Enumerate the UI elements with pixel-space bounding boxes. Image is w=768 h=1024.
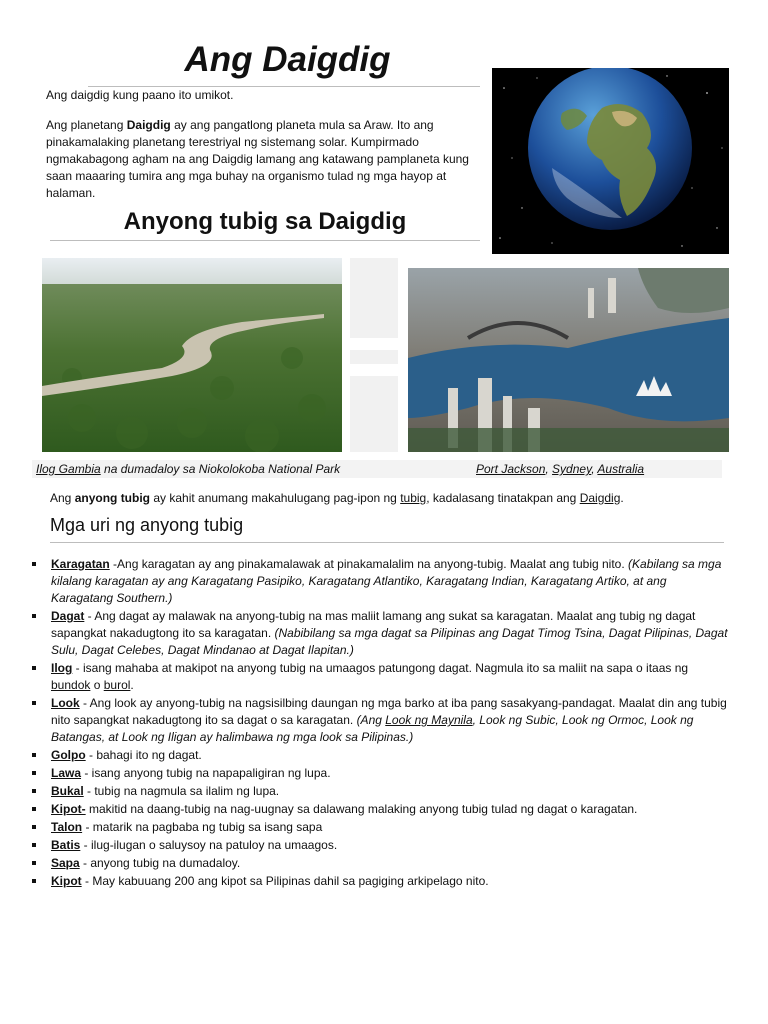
subtitle: Ang daigdig kung paano ito umikot. <box>46 88 234 102</box>
term-desc: - Ang dagat ay malawak na anyong-tubig na mas maliit lamang ang sukat sa karagatan. Maalat ang tubig ng dagat sapangkat nakadugtong ito sa karagatan. <box>51 609 696 640</box>
heading-mga-uri: Mga uri ng anyong tubig <box>50 515 244 535</box>
term-desc: - matarik na pagbaba ng tubig sa isang sapa <box>82 820 323 834</box>
water-types-list <box>32 556 728 891</box>
gray-block <box>350 258 398 338</box>
term-example: , Look ng Subic, Look ng Ormoc, Look ng Batangas, at Look ng Iligan ay halimbawa ng mga look sa Pilipinas.) <box>51 713 694 744</box>
list-item <box>32 765 728 782</box>
term-desc: - ilug-ilugan o saluysoy na patuloy na umaagos. <box>80 838 338 852</box>
list-item <box>32 783 728 800</box>
term-sapa[interactable]: Sapa <box>51 856 80 870</box>
term-desc: - bahagi ito ng dagat. <box>85 748 202 762</box>
gambia-river-image <box>42 258 342 452</box>
term-talon[interactable]: Talon <box>51 820 83 834</box>
list-item <box>32 837 728 854</box>
link-ilog-gambia[interactable]: Ilog Gambia <box>36 462 101 476</box>
section-divider <box>50 542 724 543</box>
list-item <box>32 873 728 890</box>
link-australia[interactable]: Australia <box>597 462 645 476</box>
list-item <box>32 695 728 746</box>
def-bold-anyong-tubig: anyong tubig <box>74 491 151 505</box>
link-port-jackson[interactable]: Port Jackson <box>476 462 546 476</box>
intro-text-1: Ang planetang <box>46 118 127 132</box>
caption-separator: , <box>591 462 598 476</box>
list-item <box>32 556 728 607</box>
caption-separator: , <box>545 462 553 476</box>
term-example: (Kabilang sa mga kilalang karagatan ay ang Karagatang Pasipiko, Karagatang Atlantiko, Karagatang Indian, Karagatang Artiko, at ang Karagatang Southern.) <box>51 557 722 605</box>
caption-gambia <box>36 462 340 476</box>
link-burol[interactable]: burol <box>103 678 131 692</box>
term-example: (Ang <box>356 713 386 727</box>
link-tubig[interactable]: tubig <box>400 491 427 505</box>
port-jackson-image <box>408 268 729 452</box>
def-text-4: . <box>620 491 624 505</box>
term-lawa[interactable]: Lawa <box>51 766 82 780</box>
term-golpo[interactable]: Golpo <box>51 748 86 762</box>
term-kipot-2[interactable]: Kipot <box>51 874 82 888</box>
term-kipot[interactable]: Kipot- <box>51 802 86 816</box>
term-desc-end: . <box>130 678 134 692</box>
title-divider <box>88 86 480 87</box>
term-karagatan[interactable]: Karagatan <box>51 557 110 571</box>
caption-gambia-text: na dumadaloy sa Niokolokoba National Park <box>100 462 341 476</box>
link-sydney[interactable]: Sydney <box>552 462 592 476</box>
list-item <box>32 855 728 872</box>
term-bukal[interactable]: Bukal <box>51 784 84 798</box>
earth-image <box>492 68 729 254</box>
list-item <box>32 819 728 836</box>
term-desc-mid: o <box>90 678 104 692</box>
link-look-ng-maynila[interactable]: Look ng Maynila <box>385 713 473 727</box>
heading-divider <box>50 240 480 241</box>
def-text-2: ay kahit anumang makahulugang pag-ipon ng <box>150 491 401 505</box>
term-example: (Nabibilang sa mga dagat sa Pilipinas ang Dagat Timog Tsina, Dagat Pilipinas, Dagat Sulu, Dagat Celebes, Dagat Mindanao at Dagat Ilapitan.) <box>51 626 728 657</box>
term-desc: makitid na daang-tubig na nag-uugnay sa dalawang malaking anyong tubig tulad ng dagat o karagatan. <box>85 802 638 816</box>
term-desc: - Ang look ay anyong-tubig na nagsisilbing daungan ng mga barko at iba pang sasakyang-pandagat. Maalat din ang tubig nito sapangkat nakadugtong ito sa dagat o sa karagatan. <box>51 696 727 727</box>
intro-bold-daigdig: Daigdig <box>126 118 171 132</box>
intro-text-2: ay ang pangatlong planeta mula sa Araw. Ito ang pinakamalaking planetang terestriyal ng sistemang solar. Kumpirmado ngmakabagong agham na ang Daigdig lamang ang katawang pamplaneta kung saan maaaring tumira ang mga buhay na organismo tulad ng mga hayop at halaman. <box>46 118 469 200</box>
term-ilog[interactable]: Ilog <box>51 661 73 675</box>
list-item <box>32 801 728 818</box>
term-desc: -Ang karagatan ay ang pinakamalawak at pinakamalalim na anyong-tubig. Maalat ang tubig nito. <box>109 557 629 571</box>
term-desc: - tubig na nagmula sa ilalim ng lupa. <box>83 784 280 798</box>
link-daigdig[interactable]: Daigdig <box>579 491 621 505</box>
list-item <box>32 660 728 694</box>
heading-anyong-tubig: Anyong tubig sa Daigdig <box>123 208 407 235</box>
caption-port-jackson <box>476 462 644 476</box>
list-item <box>32 747 728 764</box>
page-title: Ang Daigdig <box>184 40 391 79</box>
gray-block <box>350 350 398 364</box>
link-bundok[interactable]: bundok <box>51 678 91 692</box>
term-desc: - isang anyong tubig na napapaligiran ng lupa. <box>81 766 331 780</box>
term-desc: - isang mahaba at makipot na anyong tubig na umaagos patungong dagat. Nagmula ito sa maliit na sapa o itaas ng <box>72 661 689 675</box>
gray-block <box>350 376 398 452</box>
term-batis[interactable]: Batis <box>51 838 81 852</box>
term-dagat[interactable]: Dagat <box>51 609 85 623</box>
definition-paragraph <box>50 491 624 505</box>
list-item <box>32 608 728 659</box>
term-desc: - May kabuuang 200 ang kipot sa Pilipinas dahil sa pagiging arkipelago nito. <box>81 874 489 888</box>
def-text-3: , kadalasang tinatakpan ang <box>426 491 580 505</box>
term-look[interactable]: Look <box>51 696 80 710</box>
def-text-1: Ang <box>50 491 75 505</box>
intro-paragraph <box>46 117 476 202</box>
term-desc: - anyong tubig na dumadaloy. <box>79 856 241 870</box>
